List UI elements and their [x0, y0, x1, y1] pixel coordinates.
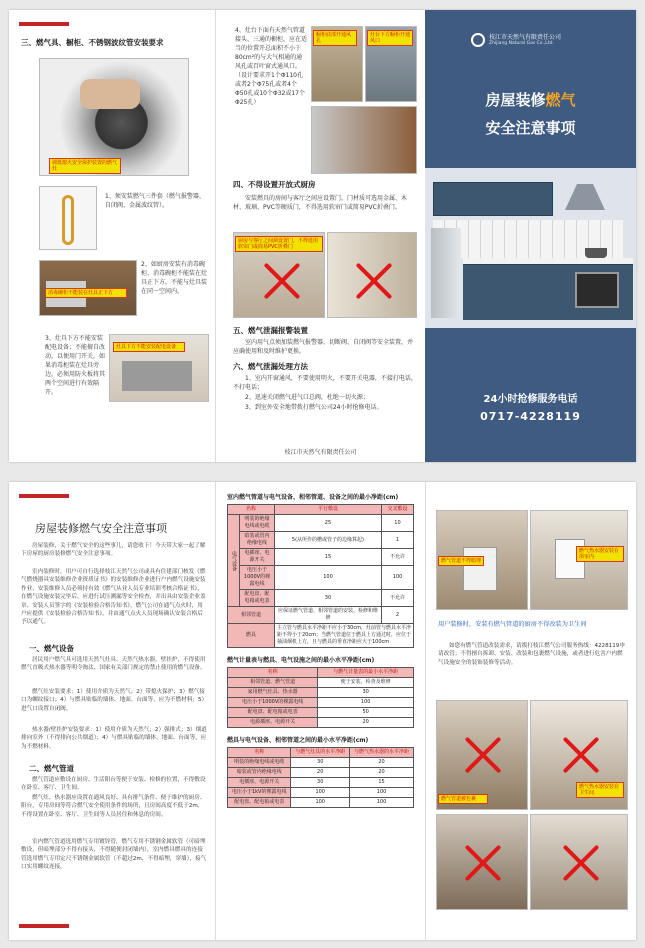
table-cell: 50: [318, 708, 414, 718]
table-row: [228, 624, 414, 648]
section-4-text: 安装燃具的房间与客厅之间应设置门，门材质可选用金属、木材、玻璃、PVC等硬质门，不得选用软帘门或简易PVC折叠门。: [233, 195, 408, 211]
heater-shape: [463, 547, 497, 591]
table-group-label: 电气设备: [228, 515, 240, 607]
section-6-title: 六、燃气泄漏处理方法: [233, 362, 308, 371]
table-cell: 便于安装、检查及维修: [318, 678, 414, 688]
photo-tag: 燃气管道不得暗埋: [438, 556, 484, 566]
section-1-heater: 热水器/壁挂炉安装要求：1）使用介质为天然气；2）强排式；3）烟道排向室外（不得排向公共烟道）；4）与燃具贴临的墙体、地面、台面等，应为不燃材料。: [21, 727, 207, 750]
section-6-item: 2、迅速关闭燃气进气口总阀，杜绝一切火源；: [245, 394, 369, 401]
table-3-title: 燃具与电气设备、相邻管道之间的最小水平净距(cm): [227, 737, 369, 744]
top-red-bar: [19, 494, 69, 498]
pipe-photo-d: [530, 814, 628, 910]
table-cell: 不允许: [381, 549, 413, 566]
table-header-row: [228, 668, 414, 678]
table-row: [228, 566, 414, 590]
table-cell: 明装的绝缘电线或电缆: [240, 515, 275, 532]
gas-hose-photo: [39, 186, 97, 250]
table-cell: 15: [350, 778, 414, 788]
table-cell: 15: [274, 549, 381, 566]
section-6-item: 3、到室外安全地带拨打燃气公司24小时抢修电话。: [245, 404, 383, 411]
table-cell: 暗装或管内绝缘电线: [228, 768, 291, 778]
section-2-paragraph: 燃气管道应敷设在厨房，生活阳台等便于安装、检修的位置，不得敷设在卧室、客厅、卫生间。: [21, 777, 206, 792]
forbidden-x-icon: [463, 843, 503, 883]
table-row: [228, 590, 414, 607]
section-6-item: 1、室内开窗通风，不要使用明火，不要开关电器，不接打电话，不打电话；: [233, 375, 417, 391]
table-row: [228, 708, 414, 718]
top-red-bar: [19, 22, 69, 26]
table-header-row: [228, 505, 414, 515]
table-cell: 20: [350, 758, 414, 768]
table-cell: 明装的绝缘电线或电缆: [228, 758, 291, 768]
section-2-title: 二、燃气管道: [29, 764, 74, 773]
table-1-title: 室内燃气管道与电气设备、相邻管道、设备之间的最小净距(cm): [227, 494, 399, 501]
section-1-stove: 燃气灶安装要求：1）使用介质为天然气；2）带熄火保护；3）燃气接口为螺纹接口；4）与燃具贴临的墙体、地面、台面等，应为不燃材料；5）进气口设置自闭阀。: [21, 689, 205, 712]
table-cell: 20: [350, 768, 414, 778]
table-cell: 100: [318, 698, 414, 708]
table-cell: 100: [350, 788, 414, 798]
sterilizer-tag: 消毒碗柜不能装在灶具正下方: [45, 288, 127, 298]
logo: [471, 30, 591, 52]
table-cell: 配电盘、配电箱或电表: [228, 708, 318, 718]
brochure-sheet-front: [9, 10, 636, 462]
range-hood: [565, 184, 605, 210]
table-row: [228, 532, 414, 549]
table-header: 名称: [228, 668, 318, 678]
forbidden-x-icon: [354, 261, 394, 301]
table-cell: 100: [381, 566, 413, 590]
footer-company: 枝江市天然气有限责任公司: [284, 449, 357, 456]
table-cell: 电插座、电源开关: [228, 778, 291, 788]
table-header: 名称: [228, 505, 275, 515]
table-cell: 100: [291, 798, 350, 808]
table-row: [228, 549, 414, 566]
page-title: 房屋装修燃气安全注意事项: [35, 522, 167, 535]
table-cell: 配电盘、配电箱或电表: [228, 798, 291, 808]
table-header: 与燃气灶具的水平净距: [291, 748, 350, 758]
table-cell: 10: [381, 515, 413, 532]
section-5-title: 五、燃气泄漏报警装置: [233, 326, 308, 335]
table-cell: 1: [381, 532, 413, 549]
table-cell: 暗装或管内绝缘电线: [240, 532, 275, 549]
table-cell: 100: [274, 566, 381, 590]
table-cell: 30: [318, 688, 414, 698]
bottom-red-bar: [19, 924, 69, 928]
install-paragraph: 室内装修时，用户可自行选择枝江天然气公司或具有住建部门核发《燃气燃烧器具安装维修企业资质证书》的安装维修企业进行户内燃气设施安装作业，安装维修人员必须持有效《燃气从业人员专业培训考核合格证书》，在燃气设施安装完毕后，应进行试压测漏等安全检查，并出具由安装企业盖章、安装人员签字的《安装检验合格告知书》，燃气公司在通气点火时，用户应提供《安装检验合格告知书》，并由通气点火人员现场确认安装合格后予以通气。: [21, 569, 206, 626]
door-tag: 厨房与客厅之间须设置门，不得选用软帘门或简易PVC折叠门: [235, 236, 323, 252]
table-row: [228, 688, 414, 698]
burner-tag: 调低熄火安全保护装置的燃气灶: [49, 158, 121, 174]
section-5-text: 室内用气点须加装燃气报警器、切断阀、自闭阀等安全装置，并应确使用和及时维护更换。: [233, 339, 414, 355]
table-2-title: 燃气计量表与燃具、电气设施之间的最小水平净距(cm): [227, 657, 375, 664]
back-left-panel: [9, 482, 216, 940]
intro-paragraph: 房屋装修，关于燃气安全的这些事儿，请您收下！今天带大家一起了解下房屋的厨房装修燃气安全注意事项。: [21, 543, 206, 558]
door-photo-b: [327, 232, 417, 318]
table-cell: 2: [381, 607, 413, 624]
right-caption: 用户装修时，安装有燃气管道的厨房不得改装为卫生间: [438, 621, 587, 628]
pipe-photo-c: [436, 814, 528, 910]
company-name: 枝江市天然气有限责任公司: [489, 34, 562, 41]
table-cell: 30: [274, 590, 381, 607]
cover-panel: [425, 10, 636, 462]
table-cell: 燃具: [228, 624, 275, 648]
table-cell: 电源插座、电源开关: [228, 718, 318, 728]
section-2-location: 燃气灶、热水器应设置在通风良好、具有排气条件、便于维护的厨房、阳台，专用房间等符合燃气安全使用条件的场所，且房间高度不低于2m，不得设置在卧室、客厅、卫生间等人员居住和休息的房间。: [21, 795, 206, 818]
table-cell: 电压小于1000V的裸露电线: [240, 566, 275, 590]
table-cell: 相邻管道: [228, 607, 275, 624]
hose-icon: [62, 195, 74, 245]
vent-tag-b: 灶台下方橱柜开通风口: [367, 30, 413, 46]
hand-shape: [80, 79, 140, 109]
back-middle-panel: [217, 482, 424, 940]
section-2-pipe: 室内燃气管道选用燃气专用镀锌管，燃气专用不锈钢金属软管（可暗埋敷设，但暗埋部分不得有接头，不得随便封闭墙内），室内燃具燃具的连接管选用燃气专用定尺不锈钢金属软管（不超过2m，不得暗埋，穿墙），接气口实用螺纹连接。: [21, 839, 207, 871]
section-4-title: 四、不得设置开放式厨房: [233, 180, 316, 189]
photo-tag: 燃气管道被包裹: [438, 794, 488, 804]
item-1-text: 1、须安装燃气三件套（燃气报警器、自闭阀、金属波纹管）。: [105, 193, 205, 209]
table-header: 交叉敷设: [381, 505, 413, 515]
table-row: [228, 758, 414, 768]
right-paragraph: 如您有燃气管道改装需求，请拨打枝江燃气公司服务热线：4228119申请改管；不得擅自拆卸、安装、改装和包裹燃气设施，或者进行危害户内燃气设施安全的装饰装修等活动。: [438, 643, 625, 666]
item-4-text: 4、灶台下面有天然气管道接头、三通的橱柜，应在适当的位置开总面积不小于80cm²的与大气相通的通风孔或百叶窗式通风口。（设计要求开1个Φ110孔或者2个Φ75孔或者4个Φ50孔或10个Φ32或17个Φ25孔）: [235, 27, 308, 106]
table-cell: 30: [291, 778, 350, 788]
forbidden-x-icon: [561, 843, 601, 883]
item-2-text: 2、如厨房安装有消毒碗柜、消毒碗柜不能装在灶具正下方，不能与灶具装在同一空间内。: [141, 261, 208, 295]
table-2: [227, 667, 414, 728]
vent-tag-a: 橱柜底部开通风孔: [313, 30, 357, 46]
pot-icon: [585, 248, 607, 258]
table-cell: 家用燃气灶具、热水器: [228, 688, 318, 698]
table-cell: 30: [291, 758, 350, 768]
front-left-panel: [9, 10, 216, 462]
front-middle-panel: [217, 10, 424, 462]
table-header: 与燃气计量表的最小水平净距: [318, 668, 414, 678]
table-cell: 电压小于1kV的裸露电线: [228, 788, 291, 798]
hotline-label: 24小时抢修服务电话: [483, 394, 578, 405]
table-row: [228, 698, 414, 708]
table-cell: 5(从所作的槽或管子的边缘算起): [274, 532, 381, 549]
company-english: Zhijiang Natural Gas Co.,Ltd.: [489, 41, 554, 46]
table-cell: 25: [274, 515, 381, 532]
table-header: 平行敷设: [274, 505, 381, 515]
table-row: [228, 607, 414, 624]
table-cell: 20: [318, 718, 414, 728]
brochure-sheet-back: [9, 482, 636, 940]
table-row: [228, 678, 414, 688]
forbidden-x-icon: [561, 735, 601, 775]
electric-box-shape: [122, 361, 192, 391]
table-cell: 100: [350, 798, 414, 808]
table-cell: 配电盘、配电箱或电表: [240, 590, 275, 607]
table-row: [228, 768, 414, 778]
cover-title-highlight: 燃气: [545, 91, 576, 109]
hotline-number: 0717-4228119: [480, 410, 581, 423]
table-3: [227, 747, 414, 808]
logo-icon: [471, 33, 485, 47]
table-header-row: [228, 748, 414, 758]
back-right-panel: [425, 482, 636, 940]
section-1-paragraph: 居民用户燃气具可选用天然气灶具、天然气热水器，壁挂炉，不得使用燃气直吸式热水器等明令淘汰、国家有关部门规定的禁止使用的燃气设备。: [21, 657, 206, 672]
upper-cabinets: [433, 182, 553, 216]
forbidden-x-icon: [463, 735, 503, 775]
table-row: [228, 718, 414, 728]
section-1-title: 一、燃气设备: [29, 644, 74, 653]
photo-tag: 燃气热水器安装在卫生间: [576, 782, 624, 798]
section-title: 三、燃气具、橱柜、不锈钢波纹管安装要求: [21, 38, 164, 47]
table-header: 与燃气热水器的水平净距: [350, 748, 414, 758]
cover-title-line-2: 安全注意事项: [485, 119, 576, 137]
refrigerator: [431, 228, 461, 318]
table-row: [228, 778, 414, 788]
cover-title-text: 房屋装修: [485, 91, 546, 109]
table-1: [227, 504, 414, 648]
table-cell: 电插座、电源开关: [240, 549, 275, 566]
table-cell: 100: [291, 788, 350, 798]
table-row: [228, 788, 414, 798]
table-cell: 应保证燃气管道、相邻管道的安装、检修和维修: [274, 607, 381, 624]
kitchen-illustration: [425, 168, 636, 328]
table-row: [228, 515, 414, 532]
table-row: [228, 798, 414, 808]
cover-title-line-1: [425, 88, 636, 112]
table-cell: 主立管与燃具水平净距不应小于30cm，灶前管与燃具水平净距不得小于20cm；当燃气管道位于燃具上方通过时，应位于抽油烟机上方，且与燃具的垂直净距应大于100cm: [274, 624, 413, 648]
item-3-text: 3、灶具下方不能安装配电设备；不能擅自改动，以便用门开关，如果消毒柜装在灶具旁边，必须用防火板将其两个空间进行有效隔开。: [45, 335, 106, 396]
table-cell: 电压小于1000V的裸露电线: [228, 698, 318, 708]
photo-tag: 燃气热水器安装在浴室内: [576, 546, 624, 562]
table-header: 名称: [228, 748, 291, 758]
vent-photo-c: [311, 106, 417, 174]
forbidden-x-icon: [262, 261, 302, 301]
oven: [575, 272, 619, 308]
under-stove-tag: 灶具下方不能安装配电设备: [113, 342, 185, 352]
table-cell: 相邻管道、燃气管道: [228, 678, 318, 688]
table-cell: 不允许: [381, 590, 413, 607]
table-cell: 20: [291, 768, 350, 778]
